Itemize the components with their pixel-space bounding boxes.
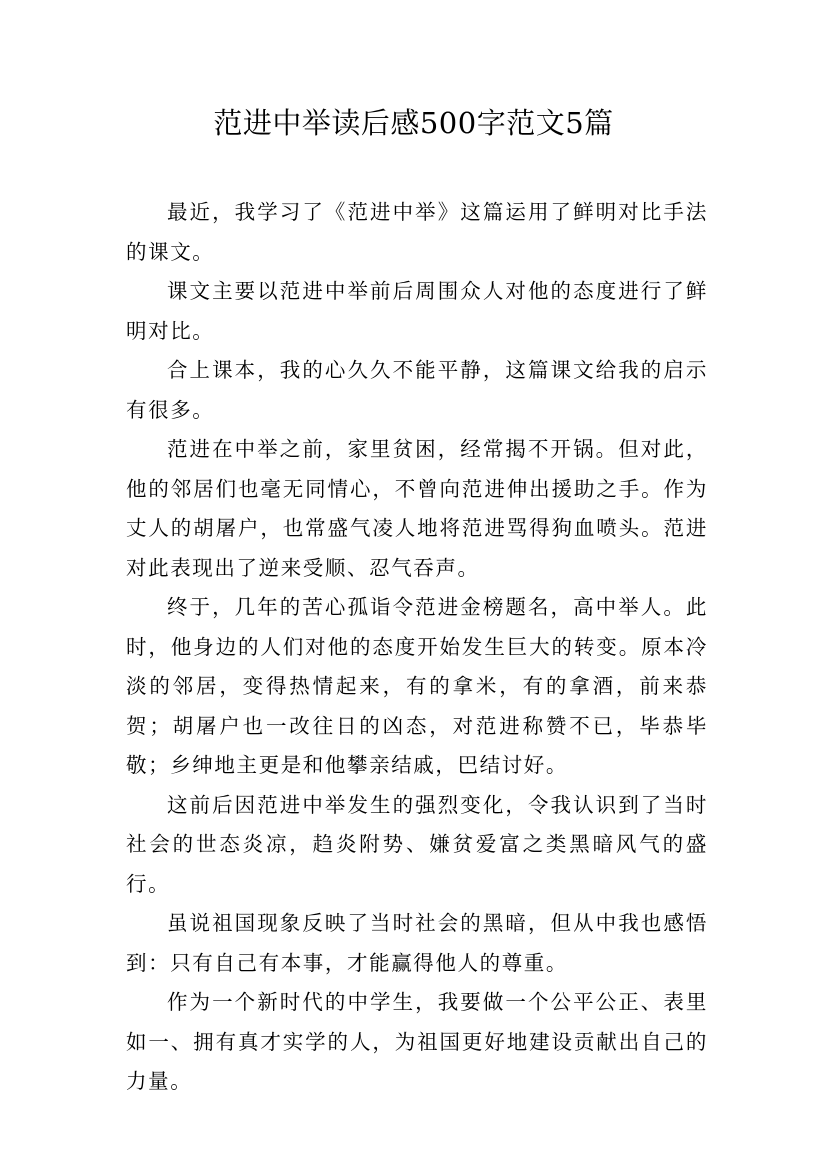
paragraph: 作为一个新时代的中学生，我要做一个公平公正、表里如一、拥有真才实学的人，为祖国更好地建设贡献出自己的力量。	[126, 990, 708, 1093]
paragraph: 范进在中举之前，家里贫困，经常揭不开锅。但对此，他的邻居们也毫无同情心，不曾向范进伸出援助之手。作为丈人的胡屠户，也常盛气凌人地将范进骂得狗血喷头。范进对此表现出了逆来受顺、忍气吞声。	[126, 437, 708, 580]
document-title: 范进中举读后感500字范文5篇	[213, 106, 614, 140]
paragraph: 终于，几年的苦心孤诣令范进金榜题名，高中举人。此时，他身边的人们对他的态度开始发生巨大的转变。原本冷淡的邻居，变得热情起来，有的拿米，有的拿酒，前来恭贺；胡屠户也一改往日的凶态，对范进称赞不已，毕恭毕敬；乡绅地主更是和他攀亲结戚，巴结讨好。	[126, 595, 708, 777]
paragraph: 最近，我学习了《范进中举》这篇运用了鲜明对比手法的课文。	[126, 200, 708, 264]
paragraph: 虽说祖国现象反映了当时社会的黑暗，但从中我也感悟到：只有自己有本事，才能赢得他人的尊重。	[126, 911, 708, 975]
paragraph: 这前后因范进中举发生的强烈变化，令我认识到了当时社会的世态炎凉，趋炎附势、嫌贫爱富之类黑暗风气的盛行。	[126, 792, 708, 896]
paragraph: 合上课本，我的心久久不能平静，这篇课文给我的启示有很多。	[126, 358, 708, 422]
paragraph: 课文主要以范进中举前后周围众人对他的态度进行了鲜明对比。	[126, 279, 708, 343]
document-body	[126, 193, 708, 1102]
